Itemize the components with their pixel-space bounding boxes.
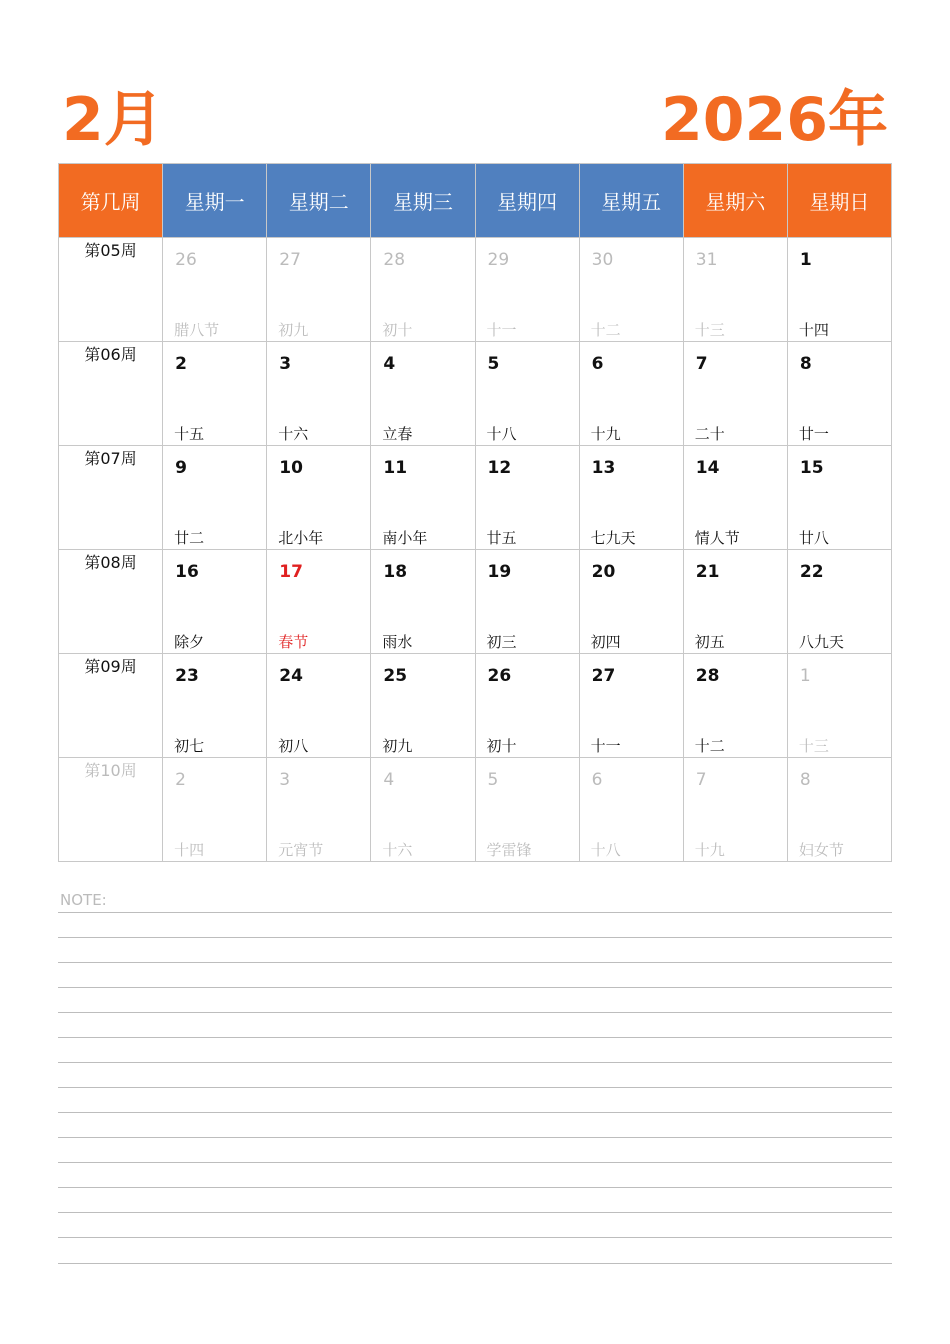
day-number: 28 xyxy=(383,250,406,270)
header-wednesday: 星期三 xyxy=(371,164,475,238)
day-cell-content xyxy=(371,342,474,445)
lunar-date: 十六 xyxy=(382,841,413,859)
note-line[interactable] xyxy=(58,962,892,963)
day-number: 2 xyxy=(175,770,186,790)
day-cell-content xyxy=(163,342,266,445)
lunar-date: 廿八 xyxy=(798,529,829,547)
lunar-date: 十三 xyxy=(798,737,829,755)
day-cell[interactable] xyxy=(163,342,267,446)
day-number: 27 xyxy=(279,250,301,270)
day-number: 10 xyxy=(279,458,303,478)
day-cell[interactable] xyxy=(163,446,267,550)
day-cell[interactable] xyxy=(683,758,787,862)
day-number: 21 xyxy=(695,562,720,582)
lunar-date: 初九 xyxy=(278,321,309,339)
day-cell[interactable] xyxy=(371,446,475,550)
day-cell-content xyxy=(580,654,683,757)
day-cell-content xyxy=(163,654,266,757)
day-cell-content xyxy=(476,758,579,861)
lunar-date: 十三 xyxy=(694,321,725,339)
week-number-label: 第08周 xyxy=(59,550,163,654)
day-number: 20 xyxy=(591,562,616,582)
note-line[interactable] xyxy=(58,937,892,938)
day-cell[interactable] xyxy=(371,758,475,862)
lunar-date: 腊八节 xyxy=(174,321,220,339)
day-cell-content xyxy=(476,654,579,757)
day-cell-content xyxy=(788,758,891,861)
day-cell[interactable] xyxy=(683,550,787,654)
day-number: 27 xyxy=(591,666,616,686)
day-cell-content xyxy=(371,654,474,757)
lunar-date: 南小年 xyxy=(382,529,428,547)
day-cell-content xyxy=(684,446,787,549)
lunar-date: 初三 xyxy=(486,633,517,651)
day-number: 13 xyxy=(591,458,616,478)
day-cell[interactable] xyxy=(787,238,891,342)
day-number: 6 xyxy=(591,354,604,374)
day-cell-content xyxy=(163,238,266,341)
day-cell-content xyxy=(476,238,579,341)
lunar-date: 十九 xyxy=(590,425,621,443)
week-number-label: 第09周 xyxy=(59,654,163,758)
lunar-date: 初四 xyxy=(590,633,621,651)
day-cell-content xyxy=(267,446,370,549)
day-cell-content xyxy=(684,342,787,445)
lunar-date: 初五 xyxy=(694,633,725,651)
week-row xyxy=(59,550,892,654)
day-cell-content xyxy=(684,238,787,341)
day-cell-content xyxy=(371,446,474,549)
day-cell[interactable] xyxy=(683,238,787,342)
lunar-date: 初十 xyxy=(382,321,413,339)
day-cell-content xyxy=(163,550,266,653)
day-cell[interactable] xyxy=(475,342,579,446)
note-line[interactable] xyxy=(58,1162,892,1163)
day-number: 4 xyxy=(383,770,395,790)
day-cell[interactable] xyxy=(371,342,475,446)
header-saturday: 星期六 xyxy=(683,164,787,238)
day-cell-content xyxy=(267,238,370,341)
day-cell-content xyxy=(580,342,683,445)
day-cell[interactable] xyxy=(267,238,371,342)
day-cell-content xyxy=(267,654,370,757)
day-cell[interactable] xyxy=(475,550,579,654)
day-cell[interactable] xyxy=(579,446,683,550)
day-number: 7 xyxy=(695,354,708,374)
day-cell-content xyxy=(580,238,683,341)
header-monday: 星期一 xyxy=(163,164,267,238)
day-number: 1 xyxy=(799,250,812,270)
day-number: 23 xyxy=(175,666,199,686)
lunar-date: 十六 xyxy=(278,425,309,443)
day-number: 17 xyxy=(279,562,303,582)
day-number: 11 xyxy=(383,458,408,478)
day-number: 4 xyxy=(383,354,396,374)
day-number: 15 xyxy=(799,458,824,478)
day-cell[interactable] xyxy=(475,238,579,342)
day-cell-content xyxy=(476,550,579,653)
lunar-date: 立春 xyxy=(382,425,413,443)
day-cell[interactable] xyxy=(371,238,475,342)
header-thursday: 星期四 xyxy=(475,164,579,238)
day-cell[interactable] xyxy=(267,550,371,654)
day-cell-content xyxy=(163,446,266,549)
lunar-date: 妇女节 xyxy=(798,841,844,859)
day-number: 2 xyxy=(175,354,187,374)
day-cell-content xyxy=(788,654,891,757)
day-cell[interactable] xyxy=(787,342,891,446)
lunar-date: 廿二 xyxy=(174,529,205,547)
lunar-date: 十一 xyxy=(486,321,517,339)
lunar-date: 七九天 xyxy=(590,529,636,547)
day-number: 31 xyxy=(695,250,718,270)
note-line[interactable] xyxy=(58,1112,892,1113)
day-cell-content xyxy=(371,238,474,341)
day-cell-content xyxy=(788,342,891,445)
day-number: 12 xyxy=(487,458,512,478)
note-label: NOTE: xyxy=(60,891,107,909)
day-cell[interactable] xyxy=(579,342,683,446)
day-cell[interactable] xyxy=(683,342,787,446)
day-cell[interactable] xyxy=(163,654,267,758)
calendar-header-row xyxy=(59,164,892,238)
note-line[interactable] xyxy=(58,987,892,988)
week-number-label: 第10周 xyxy=(59,758,163,862)
day-number: 5 xyxy=(487,354,500,374)
note-line[interactable] xyxy=(58,1012,892,1013)
day-number: 28 xyxy=(695,666,720,686)
lunar-date: 除夕 xyxy=(174,633,205,651)
calendar-body xyxy=(59,238,892,862)
day-cell[interactable] xyxy=(267,446,371,550)
day-cell[interactable] xyxy=(163,758,267,862)
lunar-date: 十二 xyxy=(694,737,725,755)
header-week-number: 第几周 xyxy=(59,164,163,238)
day-cell[interactable] xyxy=(371,654,475,758)
day-number: 26 xyxy=(175,250,197,270)
day-cell[interactable] xyxy=(163,238,267,342)
day-number: 24 xyxy=(279,666,303,686)
week-row xyxy=(59,342,892,446)
lunar-date: 雨水 xyxy=(382,633,413,651)
lunar-date: 春节 xyxy=(278,633,309,651)
day-number: 8 xyxy=(799,354,812,374)
header-sunday: 星期日 xyxy=(787,164,891,238)
day-cell-content xyxy=(163,758,266,861)
lunar-date: 十五 xyxy=(174,425,205,443)
day-cell-content xyxy=(580,446,683,549)
week-row xyxy=(59,654,892,758)
day-cell-content xyxy=(267,758,370,861)
day-cell[interactable] xyxy=(475,446,579,550)
header-tuesday: 星期二 xyxy=(267,164,371,238)
day-cell-content xyxy=(476,342,579,445)
day-cell-content xyxy=(684,654,787,757)
day-cell-content xyxy=(684,758,787,861)
day-cell[interactable] xyxy=(579,758,683,862)
lunar-date: 情人节 xyxy=(694,529,740,547)
day-cell[interactable] xyxy=(163,550,267,654)
day-cell[interactable] xyxy=(683,654,787,758)
lunar-date: 十四 xyxy=(798,321,829,339)
note-line[interactable] xyxy=(58,1087,892,1088)
day-cell[interactable] xyxy=(475,758,579,862)
day-cell[interactable] xyxy=(371,550,475,654)
day-cell[interactable] xyxy=(787,550,891,654)
day-cell-content xyxy=(788,550,891,653)
week-row xyxy=(59,446,892,550)
day-cell[interactable] xyxy=(267,342,371,446)
day-number: 5 xyxy=(487,770,499,790)
day-number: 3 xyxy=(279,770,291,790)
calendar-grid xyxy=(58,163,892,862)
day-number: 25 xyxy=(383,666,408,686)
day-number: 9 xyxy=(175,458,187,478)
lunar-date: 元宵节 xyxy=(278,841,324,859)
day-cell[interactable] xyxy=(683,446,787,550)
day-cell-content xyxy=(476,446,579,549)
year-title: 2026年 xyxy=(661,85,888,155)
week-number-label: 第06周 xyxy=(59,342,163,446)
day-cell[interactable] xyxy=(579,550,683,654)
lunar-date: 二十 xyxy=(694,425,725,443)
day-cell-content xyxy=(684,550,787,653)
day-number: 16 xyxy=(175,562,199,582)
day-number: 14 xyxy=(695,458,720,478)
lunar-date: 十四 xyxy=(174,841,205,859)
day-cell[interactable] xyxy=(579,238,683,342)
day-number: 8 xyxy=(799,770,811,790)
day-number: 26 xyxy=(487,666,512,686)
day-cell-content xyxy=(267,550,370,653)
week-number-label: 第07周 xyxy=(59,446,163,550)
day-cell-content xyxy=(788,238,891,341)
lunar-date: 学雷锋 xyxy=(486,841,532,859)
day-number: 30 xyxy=(591,250,614,270)
day-cell-content xyxy=(580,758,683,861)
day-cell[interactable] xyxy=(475,654,579,758)
day-cell-content xyxy=(371,550,474,653)
day-number: 29 xyxy=(487,250,510,270)
note-line[interactable] xyxy=(58,1137,892,1138)
day-cell[interactable] xyxy=(787,654,891,758)
note-line[interactable] xyxy=(58,1212,892,1213)
day-cell-content xyxy=(580,550,683,653)
month-title: 2月 xyxy=(62,85,164,155)
day-number: 6 xyxy=(591,770,603,790)
week-number-label: 第05周 xyxy=(59,238,163,342)
day-cell[interactable] xyxy=(579,654,683,758)
note-line[interactable] xyxy=(58,912,892,913)
day-number: 1 xyxy=(799,666,811,686)
lunar-date: 初七 xyxy=(174,737,205,755)
day-number: 3 xyxy=(279,354,292,374)
day-cell-content xyxy=(267,342,370,445)
note-line[interactable] xyxy=(58,1037,892,1038)
day-cell-content xyxy=(788,446,891,549)
day-cell[interactable] xyxy=(267,654,371,758)
lunar-date: 八九天 xyxy=(798,633,844,651)
lunar-date: 初九 xyxy=(382,737,413,755)
lunar-date: 北小年 xyxy=(278,529,324,547)
day-number: 22 xyxy=(799,562,824,582)
lunar-date: 十八 xyxy=(486,425,517,443)
day-cell-content xyxy=(371,758,474,861)
lunar-date: 初八 xyxy=(278,737,309,755)
lunar-date: 十一 xyxy=(590,737,621,755)
header-friday: 星期五 xyxy=(579,164,683,238)
day-number: 19 xyxy=(487,562,512,582)
week-row xyxy=(59,238,892,342)
day-cell[interactable] xyxy=(267,758,371,862)
day-number: 18 xyxy=(383,562,408,582)
lunar-date: 廿一 xyxy=(798,425,829,443)
week-row xyxy=(59,758,892,862)
day-cell[interactable] xyxy=(787,758,891,862)
lunar-date: 初十 xyxy=(486,737,517,755)
lunar-date: 十二 xyxy=(590,321,621,339)
day-number: 7 xyxy=(695,770,707,790)
note-line[interactable] xyxy=(58,1237,892,1238)
note-line[interactable] xyxy=(58,1263,892,1264)
lunar-date: 十八 xyxy=(590,841,621,859)
lunar-date: 十九 xyxy=(694,841,725,859)
lunar-date: 廿五 xyxy=(486,529,517,547)
note-line[interactable] xyxy=(58,1187,892,1188)
day-cell[interactable] xyxy=(787,446,891,550)
note-line[interactable] xyxy=(58,1062,892,1063)
